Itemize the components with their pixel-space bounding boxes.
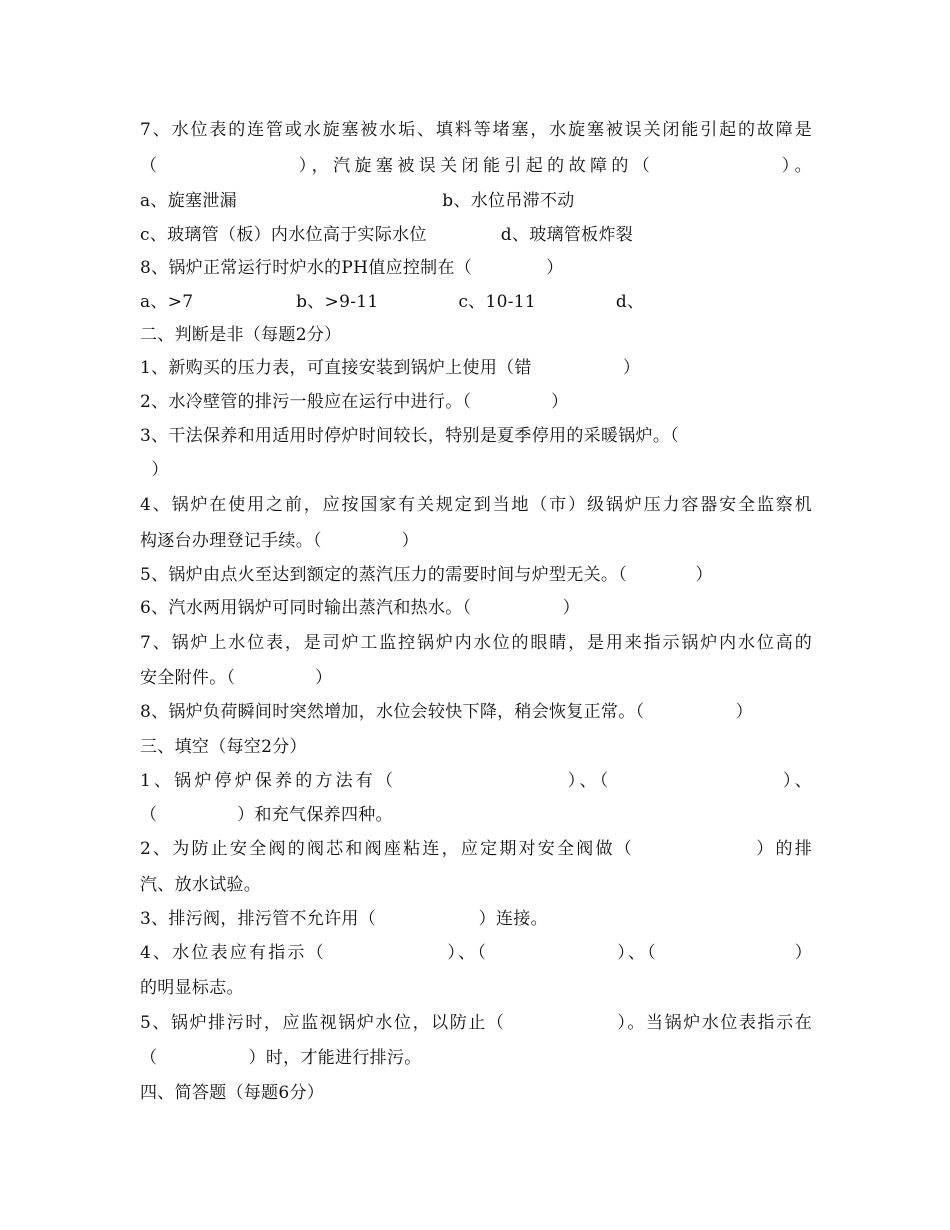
fill-question-2-line-2: 汽、放水试验。 (140, 875, 262, 895)
judge-question-4-line-1: 4、锅炉在使用之前，应按国家有关规定到当地（市）级锅炉压力容器安全监察机 (140, 495, 812, 515)
fill-question-5-line-1: 5、锅炉排污时，应监视锅炉水位，以防止（ ）。当锅炉水位表指示在 (140, 1013, 812, 1033)
judge-question-7-line-1: 7、锅炉上水位表，是司炉工监控锅炉内水位的眼睛，是用来指示锅炉内水位高的 (140, 633, 812, 653)
section-2-heading: 二、判断是非（每题2分） (140, 325, 342, 345)
judge-question-4-line-2: 构逐台办理登记手续。（ ） (140, 531, 419, 551)
question-8-stem: 8、锅炉正常运行时炉水的PH值应控制在（ ） (140, 258, 564, 278)
judge-question-3-line-1: 3、干法保养和用适用时停炉时间较长，特别是夏季停用的采暖锅炉。（ (140, 426, 679, 446)
judge-question-1: 1、新购买的压力表，可直接安装到锅炉上使用（错 ） (140, 358, 641, 378)
fill-question-3: 3、排污阀，排污管不允许用（ ）连接。 (140, 909, 548, 929)
question-7-stem-line-1: 7、水位表的连管或水旋塞被水垢、填料等堵塞，水旋塞被误关闭能引起的故障是 (140, 120, 812, 140)
judge-question-6: 6、汽水两用锅炉可同时输出蒸汽和热水。（ ） (140, 598, 580, 618)
question-7-options-cd: c、玻璃管（板）内水位高于实际水位 d、玻璃管板炸裂 (140, 225, 634, 245)
judge-question-5: 5、锅炉由点火至达到额定的蒸汽压力的需要时间与炉型无关。（ ） (140, 565, 713, 585)
question-8-options: a、>7 b、>9-11 c、10-11 d、 (140, 292, 645, 312)
fill-question-1-line-2: （ ）和充气保养四种。 (140, 805, 393, 825)
fill-question-4-line-1: 4、水位表应有指示（ ）、（ ）、（ ） (140, 943, 812, 963)
question-7-stem-line-2: （ ），汽旋塞被误关闭能引起的故障的（ ）。 (140, 156, 812, 176)
judge-question-8: 8、锅炉负荷瞬间时突然增加，水位会较快下降，稍会恢复正常。（ ） (140, 702, 753, 722)
judge-question-7-line-2: 安全附件。（ ） (140, 668, 333, 688)
section-4-heading: 四、简答题（每题6分） (140, 1083, 325, 1103)
judge-question-3-line-2: ） (140, 460, 169, 480)
section-3-heading: 三、填空（每空2分） (140, 737, 307, 757)
fill-question-5-line-2: （ ）时，才能进行排污。 (140, 1048, 422, 1068)
fill-question-2-line-1: 2、为防止安全阀的阀芯和阀座粘连，应定期对安全阀做（ ）的排 (140, 839, 812, 859)
fill-question-1-line-1: 1、锅炉停炉保养的方法有（ ）、（ ）、 (140, 771, 812, 791)
fill-question-4-line-2: 的明显标志。 (140, 978, 244, 998)
question-7-options-ab: a、旋塞泄漏 b、水位吊滞不动 (140, 191, 575, 211)
judge-question-2: 2、水冷壁管的排污一般应在运行中进行。（ ） (140, 392, 569, 412)
